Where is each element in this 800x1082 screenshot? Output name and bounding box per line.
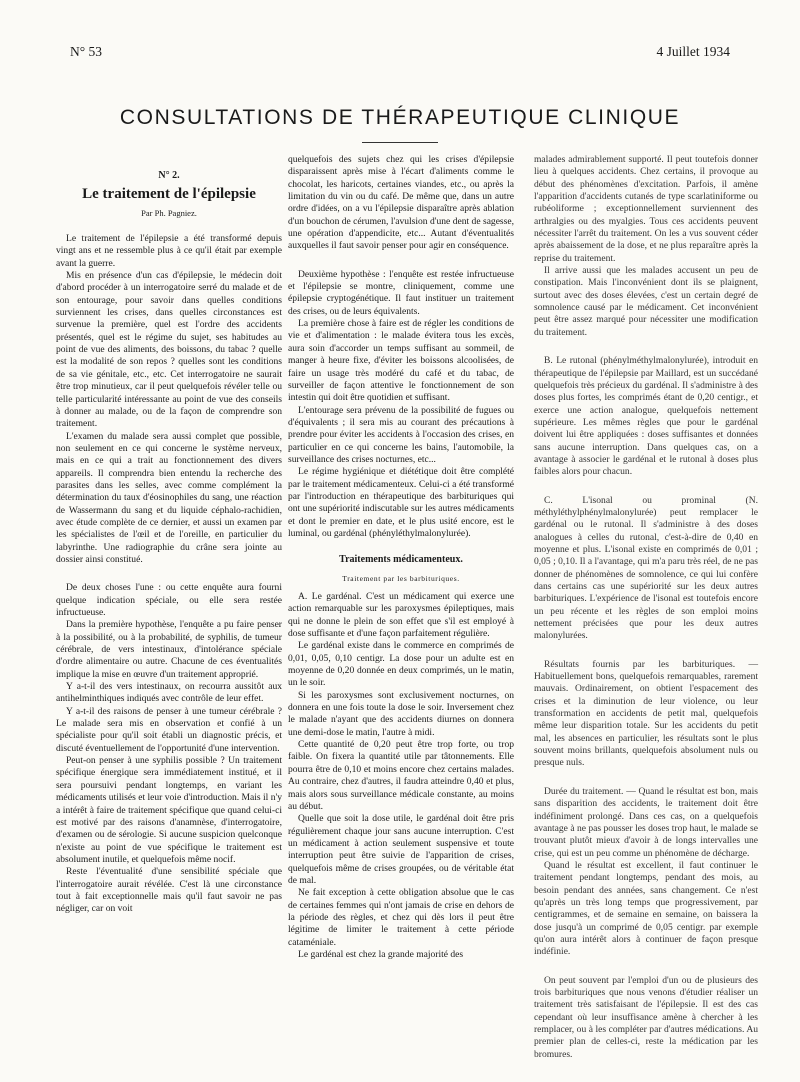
paragraph: Quand le résultat est excellent, il faut continuer le traitement pendant longtemps, pendant des mois, au besoin pendant des années, sans changement. Ce n'est qu'après un très long temps que progressivement, par centigrammes, et de semaine en semaine, on baissera la dose jusqu'à un comprimé de 0,05 centigr. par exemple qu'on aura intérêt alors à continuer de façon presque indéfinie. bbox=[534, 859, 758, 958]
paragraph: L'entourage sera prévenu de la possibilité de fugues ou d'équivalents ; il sera mis au courant des précautions à prendre pour éviter les accidents à l'occasion des crises, en particulier en ce qui concerne les bains, l'automobile, la surveillance des crises nocturnes, etc... bbox=[288, 404, 514, 465]
column-1 bbox=[56, 154, 282, 916]
paragraph: Le gardénal existe dans le commerce en comprimés de 0,01, 0,05, 0,10 centigr. La dose pour un adulte est en moyenne de 0,20 donnée en deux comprimés, un le matin, un le soir. bbox=[288, 640, 514, 689]
paragraph: La première chose à faire est de régler les conditions de vie et d'alimentation : le malade évitera tous les excès, aura soin d'accorder un temps suffisant au sommeil, de manger à heure fixe, d'éviter les boissons alcoolisées, de faire un usage très modéré du café et du tabac, de surveiller de façon attentive le fonctionnement de son intestin qui doit être quotidien et suffisant. bbox=[288, 318, 514, 404]
paragraph: Mis en présence d'un cas d'épilepsie, le médecin doit d'abord procéder à un interrogatoire serré du malade et de son entourage, pour savoir dans quelles conditions surviennent les crises, dans quelles circonstances est survenue la première, quel est l'ordre des accidents présentés, quel est le régime du sujet, ses habitudes au point de vue des aliments, des boissons, du tabac ? quelle est la modalité de son repos ? quelles sont les conditions de sa vie génitale, etc., etc. Cet interrogatoire ne saurait être trop minutieux, car il peut quelquefois révéler telle ou telle particularité intéressante au point de vue des conseils à donner au malade, ou de la façon de comprendre son traitement. bbox=[56, 270, 282, 430]
paragraph: B. Le rutonal (phénylméthylmalonylurée), introduit en thérapeutique de l'épilepsie par Maillard, est un succédané quelquefois très précieux du gardénal. Il s'administre à des doses plus fortes, les comprimés étant de 0,20 centigr., et exerce une action analogue, quelquefois nettement supérieure. Les mêmes règles que pour le gardénal doivent lui être appliquées : doses suffisantes et données sans aucune interruption. Dans quelques cas, on a avantage à associer le gardénal et le rutonal à doses plus faibles alors pour chacun. bbox=[534, 355, 758, 478]
article-byline: Par Ph. Pagniez. bbox=[141, 207, 197, 218]
paragraph: C. L'isonal ou prominal (N. méthyléthylphénylmalonylurée) peut remplacer le gardénal ou le rutonal. Il s'administre à des doses analogues à celles du rutonal, c'est-à-dire de 0,40 en moyenne et plus. L'isonal existe en comprimés de 0,01 ; 0,05 ; 0,10. Il a l'avantage, qui m'a paru très réel, de ne pas donner de phénomènes de somnolence, ce qui lui confère dans certains cas une supériorité sur les deux autres barbituriques. L'expérience de l'isonal est toutefois encore un peu récente et les règles de son emploi moins nettement précisées que pour les deux autres malonylurées. bbox=[534, 494, 759, 642]
paragraph: On peut souvent par l'emploi d'un ou de plusieurs des trois barbituriques que nous venons d'étudier réaliser un traitement très satisfaisant de l'épilepsie. Il est des cas cependant où leur insuffisance amène à chercher à les remplacer, ou à les compléter par d'autres médications. Au premier plan de celles-ci, reste la médication par les bromures. bbox=[534, 974, 758, 1060]
paragraph: Y a-t-il des vers intestinaux, on recourra aussitôt aux antihelminthiques indiqués avec contrôle de leur effet. bbox=[56, 681, 282, 705]
section-heading: Traitements médicamenteux. bbox=[339, 554, 463, 566]
paragraph: Ne fait exception à cette obligation absolue que le cas de certaines femmes qui n'ont jamais de crise en dehors de la période des règles, et chez qui dès lors il peut être légitime de limiter le traitement à cette période cataméniale. bbox=[288, 887, 514, 948]
paragraph: Le gardénal est chez la grande majorité des bbox=[298, 948, 464, 960]
column-2 bbox=[288, 154, 514, 961]
paragraph: A. Le gardénal. C'est un médicament qui exerce une action remarquable sur les paroxysmes épileptiques, mais qui ne donne le plein de son effet que s'il est employé à dose suffisante et d'une façon parfaitement régulière. bbox=[288, 591, 514, 640]
paragraph: Dans la première hypothèse, l'enquête a pu faire penser à la possibilité, ou à la probabilité, de syphilis, de tumeur cérébrale, de vers intestinaux, d'intolérance spéciale d'ordre alimentaire ou autre. Chacune de ces éventualités implique la mise en œuvre d'un traitement approprié. bbox=[56, 619, 282, 680]
paragraph: Il arrive aussi que les malades accusent un peu de constipation. Mais l'inconvénient dont ils se plaignent, surtout avec des doses élevées, c'est un certain degré de somnolence causé par le médicament. Cet inconvénient peut être assez marqué pour nécessiter une modification du traitement. bbox=[534, 265, 758, 338]
paragraph: malades admirablement supporté. Il peut toutefois donner lieu à quelques accidents. Chez certains, il provoque au début des phénomènes d'excitation. Parfois, il amène l'apparition d'accidents cutanés de type scarlatiniforme ou rubéoliforme ; exceptionnellement surviennent des arthralgies ou des myalgies. Tous ces accidents peuvent nécessiter l'arrêt du traitement. On les a vus souvent céder après abaissement de la dose, et ne plus reparaître après la reprise du traitement. bbox=[534, 154, 758, 264]
paragraph: Le traitement de l'épilepsie a été transformé depuis vingt ans et ne ressemble plus à ce qu'il était par exemple avant la guerre. bbox=[56, 233, 282, 269]
running-head bbox=[70, 44, 730, 64]
title-rule bbox=[362, 142, 438, 143]
paragraph: De deux choses l'une : ou cette enquête aura fourni quelque indication spéciale, ou elle sera restée infructueuse. bbox=[56, 582, 282, 618]
paragraph: Y a-t-il des raisons de penser à une tumeur cérébrale ? Le malade sera mis en observation et confié à un spécialiste pour qu'il soit établi un diagnostic précis, et discuté éventuellement de l'opportunité d'une intervention. bbox=[56, 705, 282, 754]
paragraph: Durée du traitement. — Quand le résultat est bon, mais sans disparition des accidents, le traitement doit être indéfiniment prolongé. Dans ces cas, on a quelquefois avantage à ne pas pousser les doses trop haut, le malade se trouvant plutôt mieux d'avoir à de longs intervalles une crise, qui est un peu comme un phénomène de décharge. bbox=[534, 785, 758, 859]
paragraph: Cette quantité de 0,20 peut être trop forte, ou trop faible. On fixera la quantité utile par tâtonnements. Elle pourra être de 0,10 et moins encore chez certains malades. Au contraire, chez d'autres, il faudra atteindre 0,40 et plus, mais alors sous surveillance médicale constante, au moins au début. bbox=[288, 739, 514, 812]
column-3 bbox=[534, 154, 758, 1061]
paragraph: Reste l'éventualité d'une sensibilité spéciale que l'interrogatoire aurait révélée. C'est là une circonstance tout à fait exceptionnelle mais qu'il faut savoir ne pas négliger, car on voit bbox=[56, 866, 282, 915]
article-number: N° 2. bbox=[158, 170, 180, 181]
paragraph: Résultats fournis par les barbituriques. — Habituellement bons, quelquefois remarquables, rarement mauvais. Ordinairement, on obtient l'espacement des crises et la diminution de leur violence, ou leur transformation en accidents de petit mal, quelquefois même leur disparition totale. Sur les accidents du petit mal, les absences en particulier, les résultats sont le plus souvent moins brillants, quelquefois absolument nuls ou presque nuls. bbox=[534, 658, 758, 769]
issue-date: 4 Juillet 1934 bbox=[656, 44, 730, 59]
paragraph: quelquefois des sujets chez qui les crises d'épilepsie disparaissent après mise à l'écart d'aliments comme le chocolat, les haricots, certaines viandes, etc., ou après la limitation du vin ou du café. De même que, dans un autre ordre d'idées, on a vu l'épilepsie disparaître après ablation d'un bouchon de cérumen, l'avulsion d'une dent de sagesse, une opération d'appendicite, etc... Autant d'éventualités auxquelles il faut savoir penser pour agir en conséquence. bbox=[288, 154, 514, 252]
section-subheading: Traitement par les barbituriques. bbox=[342, 573, 460, 583]
paragraph: Deuxième hypothèse : l'enquête est restée infructueuse et l'épilepsie se montre, cliniquement, comme une épilepsie cryptogénétique. Il faut instituer un traitement des crises, ou de leurs équivalents. bbox=[288, 268, 514, 317]
article-title: Le traitement de l'épilepsie bbox=[82, 186, 256, 203]
paragraph: Peut-on penser à une syphilis possible ? Un traitement spécifique énergique sera immédiatement institué, et il sera poursuivi pendant longtemps, en variant les médicaments utilisés et leur voie d'introduction. Mais il n'y a intérêt à faire de traitement spécifique que quand celui-ci est motivé par des raisons d'anamnèse, d'interrogatoire, d'examen ou de sérologie. Si aucune suspicion quelconque n'existe au point de vue spécifique le traitement est absolument inutile, et quelquefois même nocif. bbox=[56, 755, 282, 865]
journal-title: CONSULTATIONS DE THÉRAPEUTIQUE CLINIQUE bbox=[119, 106, 681, 129]
paragraph: L'examen du malade sera aussi complet que possible, non seulement en ce qui concerne le système nerveux, mais en ce qui a trait au fonctionnement des divers appareils. Il comprendra bien entendu la recherche des parasites dans les selles, avec comme complément la détermination du taux d'éosinophiles du sang, une réaction de Wassermann du sang et du liquide céphalo-rachidien, avec étude complète de ce dernier, et aussi un examen par les spécialistes de l'œil et de l'oreille, en particulier du labyrinthe. Une radiographie du crâne sera jointe au dossier ainsi constitué. bbox=[56, 430, 282, 565]
paragraph: Quelle que soit la dose utile, le gardénal doit être pris régulièrement chaque jour sans aucune interruption. C'est un médicament à action seulement suspensive et toute interruption peut être suivie de l'apparition de crises, quelquefois même de crises groupées, ou de véritable état de mal. bbox=[288, 813, 514, 886]
paragraph: Si les paroxysmes sont exclusivement nocturnes, on donnera en une fois toute la dose le soir. Inversement chez le malade n'ayant que des accidents diurnes on donnera une demi-dose le matin, l'autre à midi. bbox=[288, 689, 514, 738]
issue-number: N° 53 bbox=[70, 44, 103, 59]
paragraph: Le régime hygiénique et diététique doit être complété par le traitement médicamenteux. Celui-ci a été transformé par l'introduction en thérapeutique des barbituriques qui ont une supériorité indiscutable sur les autres médicaments et dont le premier en date, et le plus usité encore, est le luminal, ou gardénal (phényléthylmalonylurée). bbox=[288, 466, 514, 539]
